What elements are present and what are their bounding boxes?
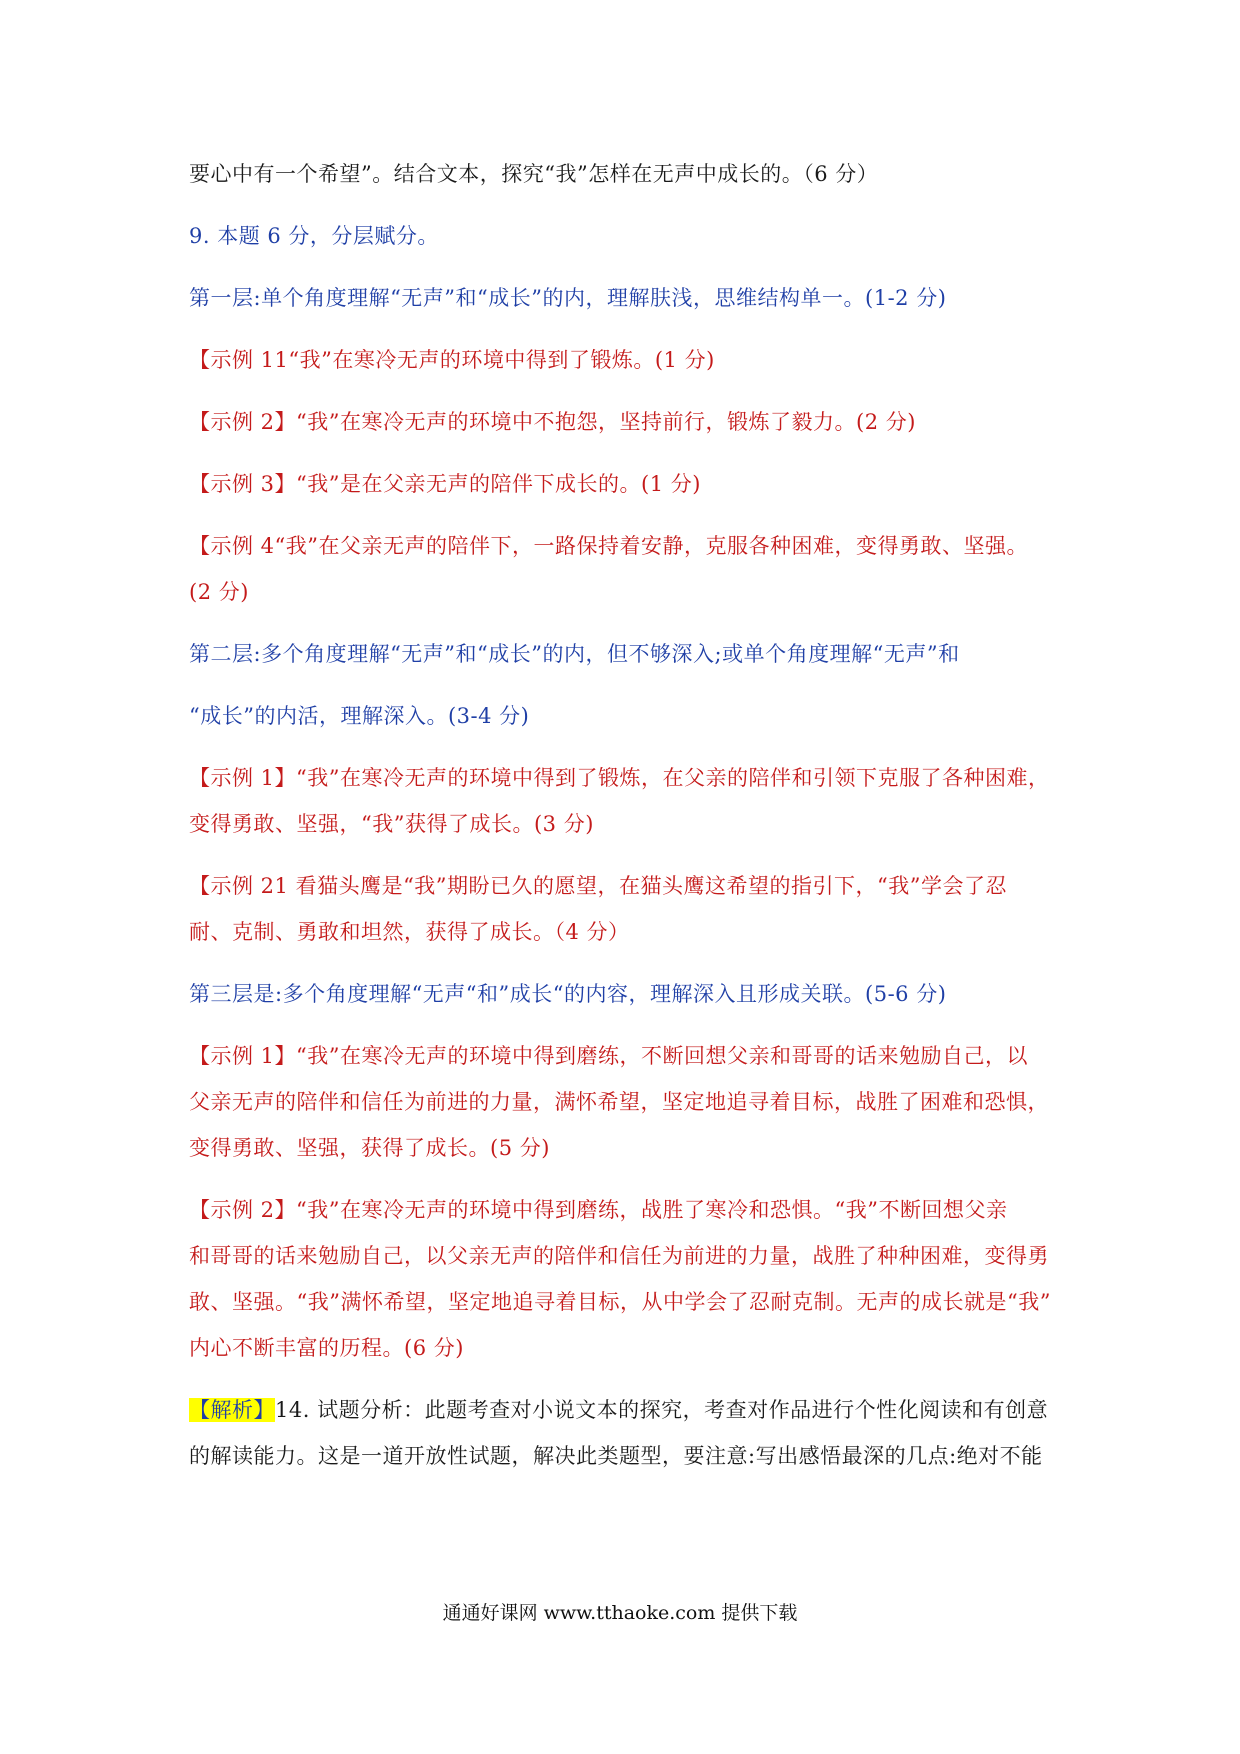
level-3-criteria: 第三层是:多个角度理解“无声“和”成长“的内容，理解深入且形成关联。(5-6 分)	[189, 982, 947, 1006]
level-2-criteria-cont: “成长”的内活，理解深入。(3-4 分)	[189, 704, 530, 728]
example-3-1-cont: 父亲无声的陪伴和信任为前进的力量，满怀希望，坚定地追寻着目标，战胜了困难和恐惧，	[189, 1090, 1049, 1114]
answer-heading: 9. 本题 6 分，分层赋分。	[189, 224, 439, 248]
level-2-criteria: 第二层:多个角度理解“无声”和“成长”的内，但不够深入;或单个角度理解“无声”和	[189, 642, 960, 666]
question-text: 要心中有一个希望”。结合文本，探究“我”怎样在无声中成长的。（6 分）	[189, 162, 879, 186]
example-2-1-cont: 变得勇敢、坚强，“我”获得了成长。(3 分)	[189, 812, 594, 836]
analysis-text: 14. 试题分析：此题考查对小说文本的探究，考查对作品进行个性化阅读和有创意	[275, 1398, 1049, 1422]
example-3-2-cont2: 敢、坚强。“我”满怀希望，坚定地追寻着目标，从中学会了忍耐克制。无声的成长就是“我”	[189, 1290, 1051, 1314]
example-3-1-cont2: 变得勇敢、坚强，获得了成长。(5 分)	[189, 1136, 550, 1160]
example-1-2: 【示例 2】“我”在寒冷无声的环境中不抱怨，坚持前行，锻炼了毅力。(2 分)	[189, 410, 916, 434]
analysis-text-cont: 的解读能力。这是一道开放性试题，解决此类题型，要注意:写出感悟最深的几点:绝对不能	[189, 1444, 1043, 1468]
example-3-1: 【示例 1】“我”在寒冷无声的环境中得到磨练，不断回想父亲和哥哥的话来勉励自己，以	[189, 1044, 1029, 1068]
example-3-2-cont: 和哥哥的话来勉励自己，以父亲无声的陪伴和信任为前进的力量，战胜了种种困难，变得勇	[189, 1244, 1049, 1268]
example-2-1: 【示例 1】“我”在寒冷无声的环境中得到了锻炼，在父亲的陪伴和引领下克服了各种困难，	[189, 766, 1050, 790]
footer-watermark: 通通好课网 www.tthaoke.com 提供下载	[442, 1602, 798, 1624]
example-1-4-cont: (2 分)	[189, 580, 249, 604]
example-1-1: 【示例 11“我”在寒冷无声的环境中得到了锻炼。(1 分)	[189, 348, 715, 372]
analysis-tag: 【解析】	[189, 1398, 275, 1422]
example-2-2: 【示例 21 看猫头鹰是“我”期盼已久的愿望，在猫头鹰这希望的指引下，“我”学会了忍	[189, 874, 1008, 898]
level-1-criteria: 第一层:单个角度理解“无声”和“成长”的内，理解肤浅，思维结构单一。(1-2 分)	[189, 286, 947, 310]
analysis-paragraph	[189, 1386, 1059, 1434]
example-1-4: 【示例 4“我”在父亲无声的陪伴下，一路保持着安静，克服各种困难，变得勇敢、坚强。	[189, 534, 1029, 558]
example-3-2-cont3: 内心不断丰富的历程。(6 分)	[189, 1336, 464, 1360]
example-3-2: 【示例 2】“我”在寒冷无声的环境中得到磨练，战胜了寒冷和恐惧。“我”不断回想父亲	[189, 1198, 1008, 1222]
example-1-3: 【示例 3】“我”是在父亲无声的陪伴下成长的。(1 分)	[189, 472, 701, 496]
example-2-2-cont: 耐、克制、勇敢和坦然，获得了成长。（4 分）	[189, 920, 630, 944]
